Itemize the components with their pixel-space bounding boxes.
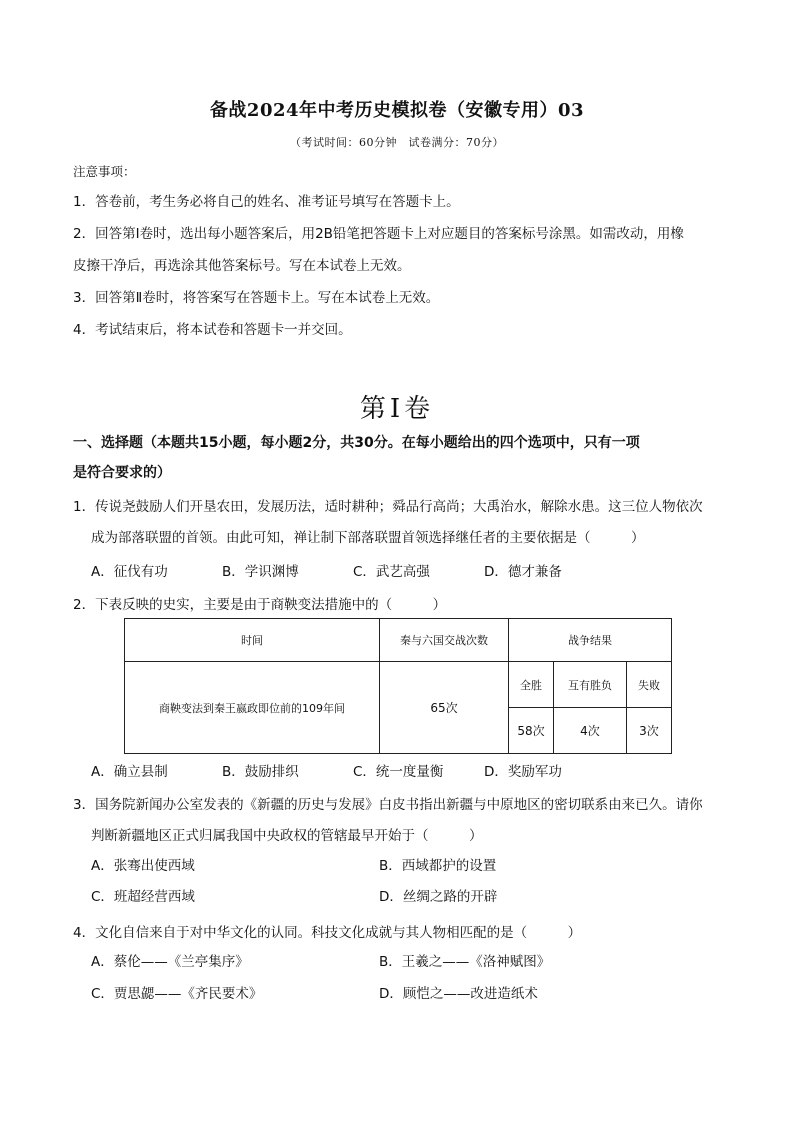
question-3-option-a[interactable]: A．张骞出使西域 <box>91 858 195 874</box>
question-3-option-d[interactable]: D．丝绸之路的开辟 <box>379 889 498 905</box>
table-subheader-mixed: 互有胜负 <box>554 662 627 708</box>
table-subheader-defeat: 失败 <box>627 662 672 708</box>
question-3-stem-line-1: 3．国务院新闻办公室发表的《新疆的历史与发展》白皮书指出新疆与中原地区的密切联系由来已久。请你 <box>73 797 703 813</box>
question-3 <box>73 790 735 852</box>
question-4-option-a[interactable]: A．蔡伦——《兰亭集序》 <box>91 954 249 970</box>
table-cell-full-win: 58次 <box>509 708 554 754</box>
table-cell-period: 商鞅变法到秦王嬴政即位前的109年间 <box>125 662 380 754</box>
question-2-option-b[interactable]: B．鼓励排织 <box>222 764 299 780</box>
question-4-options-row-2 <box>91 982 667 1002</box>
notice-heading: 注意事项： <box>73 164 136 179</box>
question-2-option-a[interactable]: A．确立县制 <box>91 764 168 780</box>
question-1 <box>73 492 735 554</box>
question-3-option-b[interactable]: B．西域都护的设置 <box>379 858 497 874</box>
question-4 <box>73 918 735 949</box>
question-1-stem-line-2: 成为部落联盟的首领。由此可知，禅让制下部落联盟首领选择继任者的主要依据是（ ） <box>91 530 645 546</box>
volume-title: 第Ⅰ卷 <box>359 394 435 424</box>
notice-item-4: 4．考试结束后，将本试卷和答题卡一并交回。 <box>73 322 352 338</box>
question-1-option-d[interactable]: D．德才兼备 <box>484 564 562 580</box>
notice-item-1: 1．答卷前，考生务必将自己的姓名、准考证号填写在答题卡上。 <box>73 194 460 210</box>
table-cell-battle-count: 65次 <box>380 662 509 754</box>
notice-item-2 <box>73 218 723 282</box>
history-data-table <box>124 618 672 754</box>
question-2-option-c[interactable]: C．统一度量衡 <box>353 764 444 780</box>
table-cell-defeat: 3次 <box>627 708 672 754</box>
question-3-options-row-2 <box>91 885 667 905</box>
question-4-stem: 4．文化自信来自于对中华文化的认同。科技文化成就与其人物相匹配的是（ ） <box>73 925 582 941</box>
question-3-option-c[interactable]: C．班超经营西域 <box>91 889 195 905</box>
question-4-option-c[interactable]: C．贾思勰——《齐民要术》 <box>91 986 263 1002</box>
section-heading <box>73 428 733 488</box>
question-2-stem: 2．下表反映的史实，主要是由于商鞅变法措施中的（ ） <box>73 597 447 613</box>
table-header-war-result: 战争结果 <box>509 619 672 662</box>
question-3-stem-line-2: 判断新疆地区正式归属我国中央政权的管辖最早开始于（ ） <box>91 828 483 844</box>
question-4-option-d[interactable]: D．顾恺之——改进造纸术 <box>379 986 538 1002</box>
table-header-time: 时间 <box>125 619 380 662</box>
notice-item-2-line-1: 2．回答第Ⅰ卷时，选出每小题答案后，用2B铅笔把答题卡上对应题目的答案标号涂黑。如需改动，用橡 <box>73 226 684 242</box>
question-1-option-b[interactable]: B．学识渊博 <box>222 564 299 580</box>
question-4-option-b[interactable]: B．王羲之——《洛神赋图》 <box>379 954 551 970</box>
notice-item-2-line-2: 皮擦干净后，再选涂其他答案标号。写在本试卷上无效。 <box>73 258 411 274</box>
question-1-stem-line-1: 1．传说尧鼓励人们开垦农田，发展历法，适时耕种；舜品行高尚；大禹治水，解除水患。这三位人物依次 <box>73 499 703 515</box>
question-1-option-c[interactable]: C．武艺高强 <box>353 564 430 580</box>
table-cell-mixed: 4次 <box>554 708 627 754</box>
question-2-option-d[interactable]: D．奖励军功 <box>484 764 562 780</box>
section-heading-line-1: 一、选择题（本题共15小题，每小题2分，共30分。在每小题给出的四个选项中，只有一项 <box>73 435 640 451</box>
question-1-option-a[interactable]: A．征伐有功 <box>91 564 168 580</box>
exam-title: 备战2024年中考历史模拟卷（安徽专用）03 <box>209 100 585 121</box>
table-subheader-full-win: 全胜 <box>509 662 554 708</box>
section-heading-line-2: 是符合要求的） <box>73 465 171 481</box>
question-1-options <box>91 560 615 580</box>
notice-item-3: 3．回答第Ⅱ卷时，将答案写在答题卡上。写在本试卷上无效。 <box>73 290 440 306</box>
exam-subtitle: （考试时间：60分钟 试卷满分：70分） <box>290 136 504 149</box>
table-header-battle-count: 秦与六国交战次数 <box>380 619 509 662</box>
question-3-options-row-1 <box>91 854 667 874</box>
question-4-options-row-1 <box>91 950 667 970</box>
question-2 <box>73 590 735 621</box>
question-2-options <box>91 760 615 780</box>
